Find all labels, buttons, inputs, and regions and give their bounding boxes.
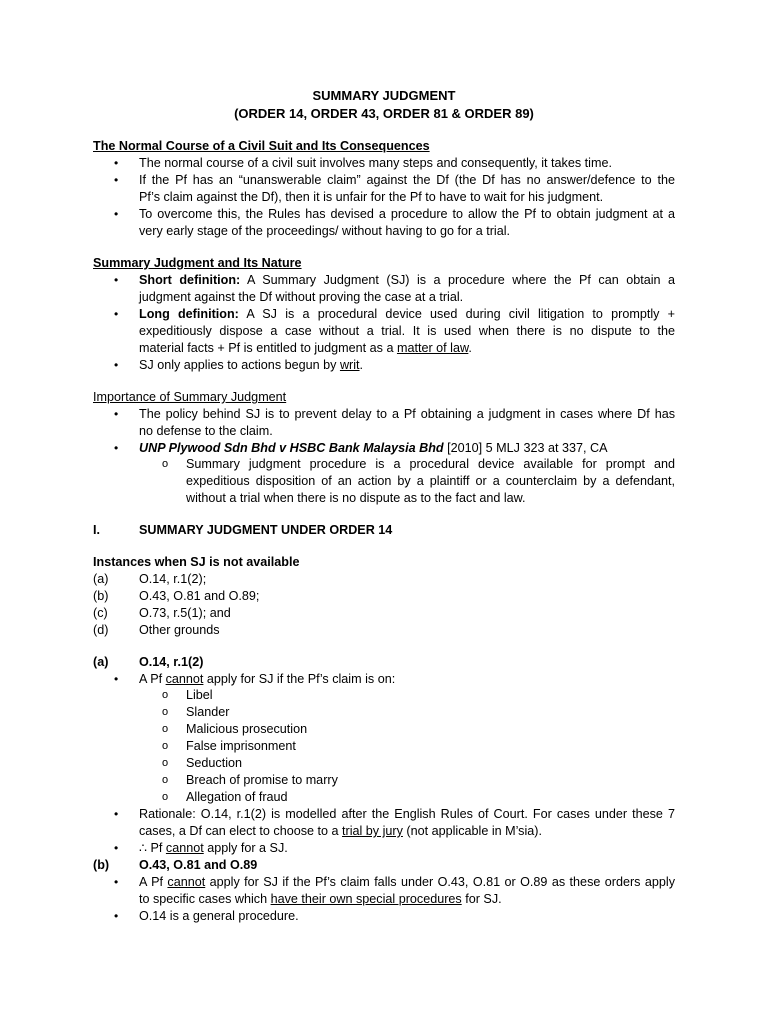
- bullet-icon: •: [114, 672, 119, 686]
- section-heading-importance: Importance of Summary Judgment: [93, 390, 287, 404]
- text-run: apply for SJ if the Pf’s claim falls under O.43, O.81 or O.89 as these orders apply: [205, 875, 675, 889]
- sub-bullet-icon: o: [162, 740, 169, 752]
- subsection-label: (a): [93, 655, 109, 669]
- document-subtitle: (ORDER 14, ORDER 43, ORDER 81 & ORDER 89): [234, 106, 534, 121]
- term-long-definition: Long definition:: [139, 307, 239, 321]
- bullet-icon: •: [114, 441, 119, 455]
- sub-bullet-icon: o: [162, 689, 169, 701]
- bullet-text: Pf’s claim against the Df), then it is unfair for the Pf to have to wait for his judgment.: [139, 190, 604, 204]
- bullet-text: [139, 891, 675, 908]
- text-run: cases, a Df can elect to choose to a: [139, 824, 343, 838]
- instance-text: O.43, O.81 and O.89;: [139, 589, 260, 603]
- bullet-icon: •: [114, 173, 119, 187]
- bullet-text: [139, 272, 675, 289]
- bullet-text: judgment against the Df without proving the case at a trial.: [139, 290, 464, 304]
- sub-bullet-icon: o: [162, 757, 169, 769]
- citation-text: [2010] 5 MLJ 323 at 337, CA: [443, 441, 608, 455]
- instance-label: (c): [93, 606, 108, 620]
- text-run: SJ only applies to actions begun by: [139, 358, 340, 372]
- case-name: UNP Plywood Sdn Bhd v HSBC Bank Malaysia Bhd: [139, 441, 444, 455]
- bullet-icon: •: [114, 807, 119, 821]
- section-heading-normal-course: The Normal Course of a Civil Suit and Its Consequences: [93, 139, 430, 153]
- claim-item: Seduction: [186, 756, 243, 770]
- underlined-term: writ: [339, 358, 360, 372]
- subsection-label: (b): [93, 858, 110, 872]
- section-heading-sj-nature: Summary Judgment and Its Nature: [93, 256, 302, 270]
- bullet-text: expeditiously dispose a case without a trial. It is used when there is no dispute to the: [139, 324, 675, 338]
- text-run: .: [468, 341, 472, 355]
- claim-item: Allegation of fraud: [186, 790, 288, 804]
- bullet-text: [139, 306, 675, 323]
- bullet-text: [139, 340, 675, 357]
- bullet-text: The normal course of a civil suit involves many steps and consequently, it takes time.: [139, 156, 612, 170]
- bullet-icon: •: [114, 909, 119, 923]
- text-run: apply for a SJ.: [203, 841, 288, 855]
- underlined-term: trial by jury: [342, 824, 403, 838]
- bullet-icon: •: [114, 207, 119, 221]
- text-run: apply for SJ if the Pf’s claim is on:: [203, 672, 396, 686]
- bullet-text: [139, 874, 675, 891]
- text-run: A SJ is a procedural device used during civil litigation to promptly +: [238, 307, 675, 321]
- part-title: SUMMARY JUDGMENT UNDER ORDER 14: [139, 523, 393, 537]
- case-citation: [139, 440, 675, 457]
- bullet-text: [139, 840, 675, 857]
- underlined-term: matter of law: [396, 341, 469, 355]
- bullet-text: very early stage of the proceedings/ without having to go for a trial.: [139, 224, 511, 238]
- bullet-text: [139, 671, 675, 688]
- bullet-icon: •: [114, 307, 119, 321]
- instance-label: (a): [93, 572, 109, 586]
- sub-bullet-icon: o: [162, 706, 169, 718]
- underlined-term: have their own special procedures: [270, 892, 462, 906]
- text-run: A Pf: [139, 672, 166, 686]
- instance-text: Other grounds: [139, 623, 220, 637]
- bullet-icon: •: [114, 273, 119, 287]
- instance-text: O.14, r.1(2);: [139, 572, 207, 586]
- bullet-icon: •: [114, 156, 119, 170]
- bullet-text: Rationale: O.14, r.1(2) is modelled after the English Rules of Court. For cases under these 7: [139, 807, 675, 821]
- bullet-icon: •: [114, 407, 119, 421]
- instance-text: O.73, r.5(1); and: [139, 606, 231, 620]
- text-run: A Summary Judgment (SJ) is a procedure where the Pf can obtain a: [240, 273, 676, 287]
- bullet-text: To overcome this, the Rules has devised a procedure to allow the Pf to obtain judgment at a: [139, 207, 675, 221]
- bullet-icon: •: [114, 358, 119, 372]
- text-run: to specific cases which: [139, 892, 271, 906]
- instances-heading: Instances when SJ is not available: [93, 555, 300, 569]
- sub-bullet-icon: o: [162, 774, 169, 786]
- underlined-term: cannot: [165, 841, 204, 855]
- text-run: for SJ.: [461, 892, 502, 906]
- instance-label: (b): [93, 589, 109, 603]
- sub-bullet-icon: o: [162, 791, 169, 803]
- bullet-icon: •: [114, 841, 119, 855]
- sub-bullet-icon: o: [162, 458, 169, 470]
- text-run: material facts + Pf is entitled to judgment as a: [139, 341, 397, 355]
- bullet-text: [139, 357, 675, 374]
- sub-bullet-text: Summary judgment procedure is a procedural device available for prompt and: [186, 457, 675, 471]
- claim-item: Breach of promise to marry: [186, 773, 338, 787]
- part-number: I.: [93, 523, 100, 537]
- underlined-term: cannot: [165, 672, 204, 686]
- bullet-text: no defense to the claim.: [139, 424, 273, 438]
- sub-bullet-text: without a trial when there is no dispute as to the fact and law.: [186, 491, 526, 505]
- claim-item: Malicious prosecution: [186, 722, 308, 736]
- term-short-definition: Short definition:: [139, 273, 241, 287]
- bullet-text: [139, 823, 675, 840]
- text-run: A Pf: [139, 875, 168, 889]
- text-run: ∴ Pf: [139, 841, 166, 855]
- underlined-term: cannot: [167, 875, 206, 889]
- claim-item: Slander: [186, 705, 230, 719]
- subsection-title: O.43, O.81 and O.89: [139, 858, 258, 872]
- sub-bullet-icon: o: [162, 723, 169, 735]
- document-title: SUMMARY JUDGMENT: [312, 88, 456, 103]
- subsection-title: O.14, r.1(2): [139, 655, 204, 669]
- sub-bullet-text: expeditious disposition of an action by a plaintiff or a counterclaim by a defendant,: [186, 474, 675, 488]
- claim-item: Libel: [186, 688, 213, 702]
- bullet-text: If the Pf has an “unanswerable claim” against the Df (the Df has no answer/defence to the: [139, 173, 675, 187]
- text-run: (not applicable in M’sia).: [402, 824, 542, 838]
- claim-item: False imprisonment: [186, 739, 296, 753]
- bullet-text: The policy behind SJ is to prevent delay to a Pf obtaining a judgment in cases where Df has: [139, 407, 675, 421]
- bullet-text: O.14 is a general procedure.: [139, 909, 299, 923]
- bullet-icon: •: [114, 875, 119, 889]
- text-run: .: [359, 358, 364, 372]
- instance-label: (d): [93, 623, 109, 637]
